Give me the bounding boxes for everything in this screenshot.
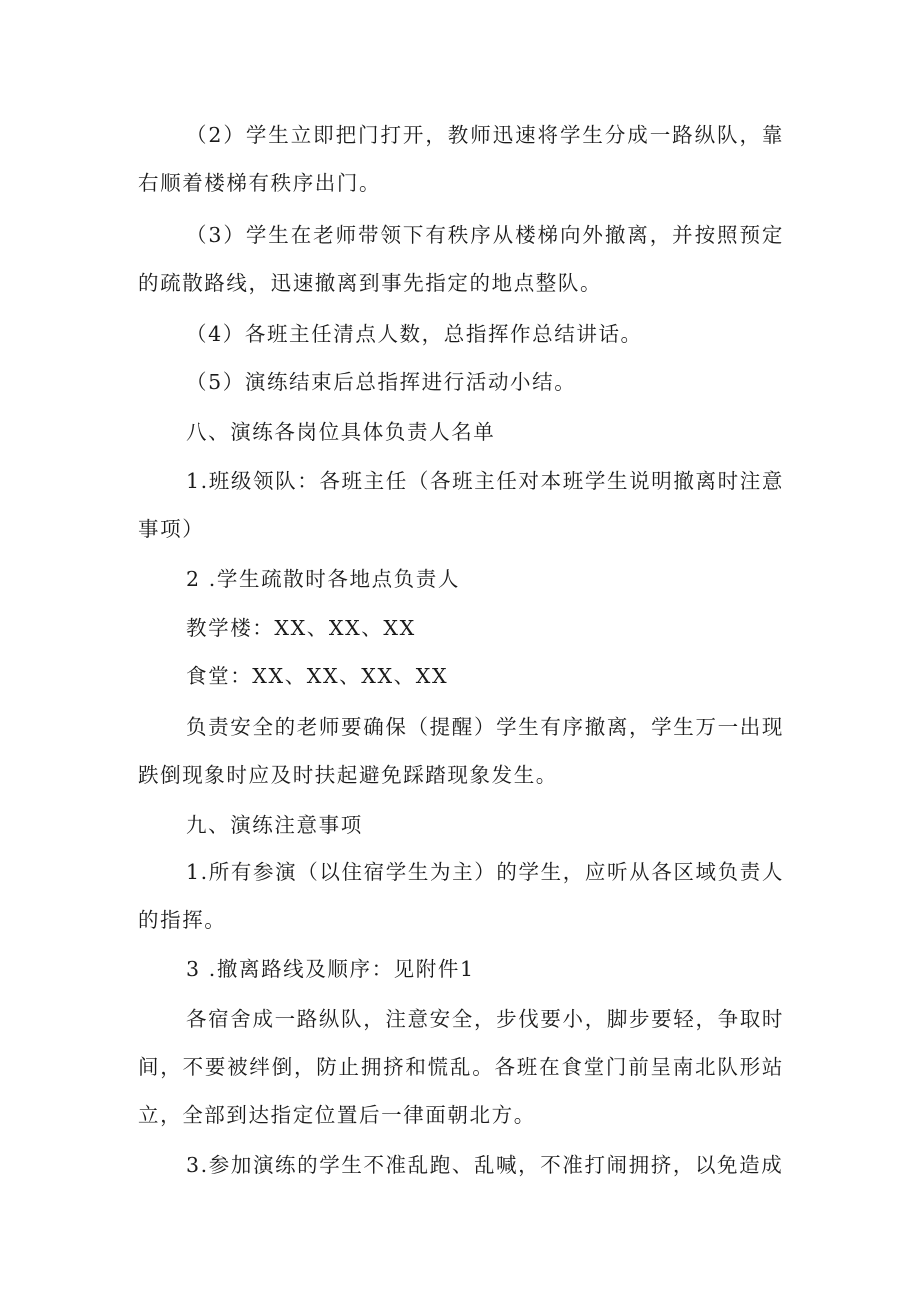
paragraph-safety-teacher: 负责安全的老师要确保（提醒）学生有序撤离，学生万一出现跌倒现象时应及时扶起避免踩踏现象发生。	[138, 715, 784, 787]
paragraph-class-leader: 1.班级领队：各班主任（各班主任对本班学生说明撤离时注意事项）	[138, 469, 784, 541]
paragraph-step-3: （3）学生在老师带领下有秩序从楼梯向外撤离，并按照预定的疏散路线，迅速撤离到事先指定的地点整队。	[138, 223, 784, 295]
section-heading-8: 八、演练各岗位具体负责人名单	[186, 420, 496, 444]
paragraph-location-leaders: 2 .学生疏散时各地点负责人	[186, 567, 460, 591]
paragraph-dorm-queue: 各宿舍成一路纵队，注意安全，步伐要小，脚步要轻，争取时间，不要被绊倒，防止拥挤和慌乱。各班在食堂门前呈南北队形站立，全部到达指定位置后一律面朝北方。	[138, 1007, 784, 1127]
paragraph-step-2: （2）学生立即把门打开，教师迅速将学生分成一路纵队，靠右顺着楼梯有秩序出门。	[138, 123, 784, 195]
section-heading-9: 九、演练注意事项	[186, 813, 363, 837]
paragraph-step-5: （5）演练结束后总指挥进行活动小结。	[186, 370, 577, 394]
paragraph-no-running: 3.参加演练的学生不准乱跑、乱喊，不准打闹拥挤，以免造成	[186, 1153, 784, 1177]
paragraph-route-order: 3 .撤离路线及顺序：见附件1	[186, 957, 475, 981]
paragraph-canteen: 食堂：XX、XX、XX、XX	[186, 664, 449, 688]
paragraph-teaching-building: 教学楼：XX、XX、XX	[186, 616, 416, 640]
paragraph-obey-leaders: 1.所有参演（以住宿学生为主）的学生，应听从各区域负责人的指挥。	[138, 860, 784, 932]
paragraph-step-4: （4）各班主任清点人数，总指挥作总结讲话。	[186, 322, 643, 346]
